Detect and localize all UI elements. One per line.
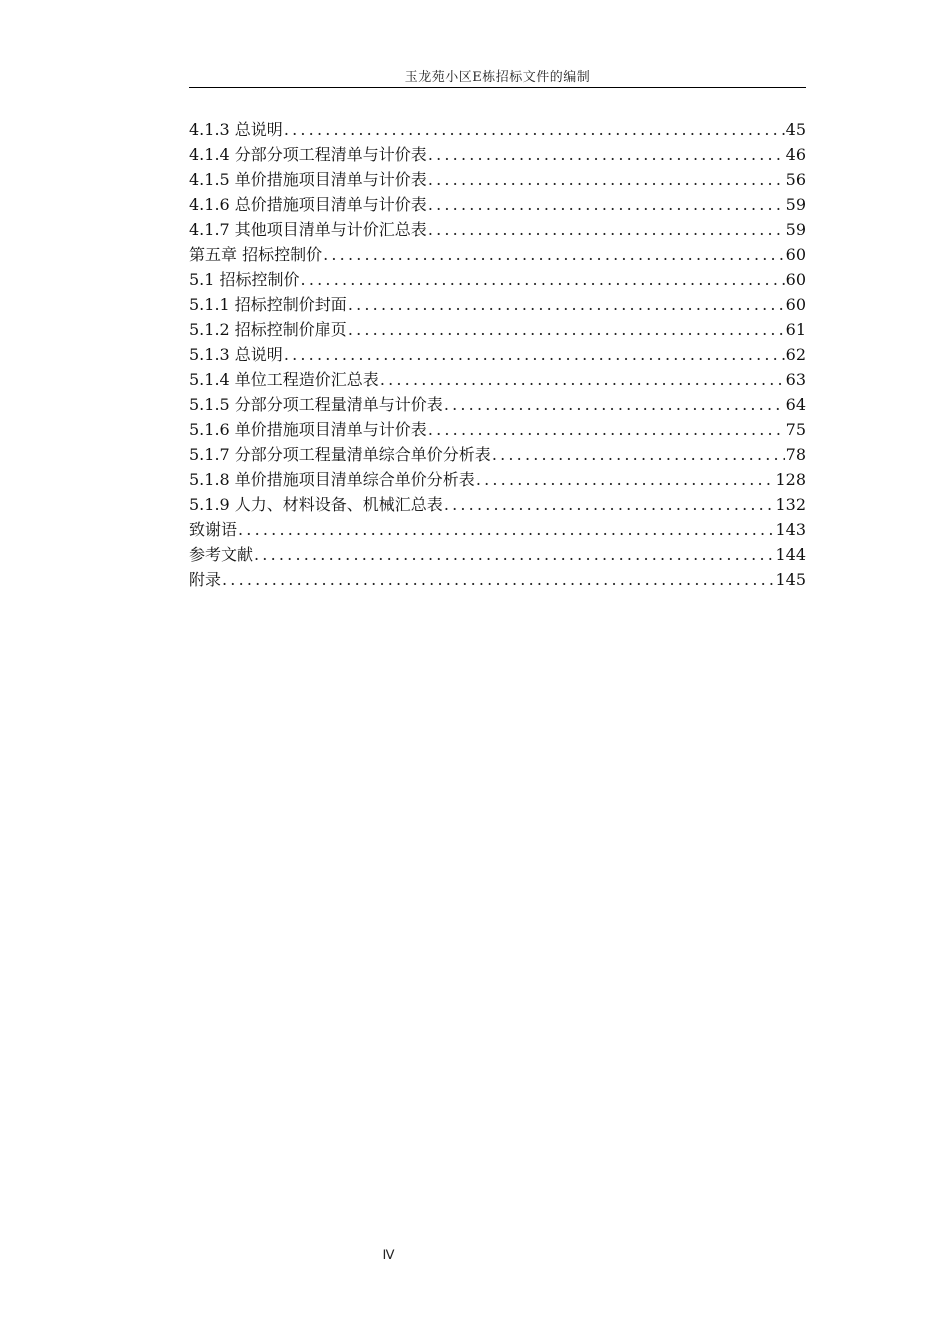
toc-entry-title: 4.1.7 其他项目清单与计价汇总表 [189, 220, 427, 239]
toc-entry-page: 60 [785, 245, 806, 264]
toc-dot-leader [444, 392, 785, 417]
toc-entry[interactable] [189, 367, 806, 392]
toc-entry-title: 5.1.7 分部分项工程量清单综合单价分析表 [189, 445, 491, 464]
toc-entry-title: 4.1.3 总说明 [189, 120, 283, 139]
toc-entry-page: 59 [785, 220, 806, 239]
toc-dot-leader [254, 542, 774, 567]
toc-entry[interactable] [189, 267, 806, 292]
toc-entry-page: 132 [775, 495, 806, 514]
toc-entry[interactable] [189, 167, 806, 192]
toc-entry-title: 5.1.5 分部分项工程量清单与计价表 [189, 395, 443, 414]
toc-entry-page: 78 [785, 445, 806, 464]
toc-dot-leader [301, 267, 785, 292]
toc-entry-title: 参考文献 [189, 545, 254, 564]
toc-dot-leader [380, 367, 785, 392]
toc-entry[interactable] [189, 142, 806, 167]
toc-entry-title: 5.1.6 单价措施项目清单与计价表 [189, 420, 427, 439]
toc-dot-leader [428, 167, 785, 192]
toc-entry-title: 5.1 招标控制价 [189, 270, 300, 289]
page-number: Ⅳ [382, 1247, 395, 1262]
toc-entry-title: 5.1.3 总说明 [189, 345, 283, 364]
toc-dot-leader [284, 342, 785, 367]
toc-entry[interactable] [189, 392, 806, 417]
toc-entry-page: 128 [775, 470, 806, 489]
toc-dot-leader [348, 317, 785, 342]
toc-entry[interactable] [189, 117, 806, 142]
toc-dot-leader [284, 117, 785, 142]
toc-entry[interactable] [189, 317, 806, 342]
toc-dot-leader [428, 417, 785, 442]
toc-entry[interactable] [189, 217, 806, 242]
toc-dot-leader [222, 567, 774, 592]
toc-entry-title: 5.1.9 人力、材料设备、机械汇总表 [189, 495, 443, 514]
toc-entry-page: 60 [785, 295, 806, 314]
toc-entry-page: 144 [775, 545, 806, 564]
toc-dot-leader [492, 442, 785, 467]
toc-entry-title: 4.1.4 分部分项工程清单与计价表 [189, 145, 427, 164]
toc-entry-page: 64 [785, 395, 806, 414]
toc-entry-title: 5.1.1 招标控制价封面 [189, 295, 347, 314]
toc-dot-leader [348, 292, 785, 317]
toc-entry-page: 145 [775, 570, 806, 589]
toc-entry-page: 63 [785, 370, 806, 389]
toc-dot-leader [428, 192, 785, 217]
toc-entry[interactable] [189, 342, 806, 367]
toc-entry[interactable] [189, 492, 806, 517]
toc-entry[interactable] [189, 417, 806, 442]
toc-entry-page: 46 [785, 145, 806, 164]
toc-entry[interactable] [189, 467, 806, 492]
toc-entry[interactable] [189, 292, 806, 317]
toc-entry-title: 第五章 招标控制价 [189, 245, 323, 264]
toc-entry[interactable] [189, 442, 806, 467]
toc-entry-title: 致谢语 [189, 520, 238, 539]
toc-entry-page: 45 [785, 120, 806, 139]
toc-entry[interactable] [189, 242, 806, 267]
toc-entry-title: 4.1.5 单价措施项目清单与计价表 [189, 170, 427, 189]
toc-dot-leader [476, 467, 775, 492]
toc-entry-page: 143 [775, 520, 806, 539]
toc-dot-leader [238, 517, 774, 542]
header-rule [189, 87, 806, 88]
running-header: 玉龙苑小区E栋招标文件的编制 [404, 70, 591, 85]
toc-entry-page: 56 [785, 170, 806, 189]
toc-entry-page: 75 [785, 420, 806, 439]
toc-entry-page: 59 [785, 195, 806, 214]
toc-dot-leader [428, 142, 785, 167]
table-of-contents [189, 117, 806, 592]
toc-dot-leader [323, 242, 785, 267]
toc-entry-title: 5.1.4 单位工程造价汇总表 [189, 370, 379, 389]
toc-dot-leader [428, 217, 785, 242]
toc-entry[interactable] [189, 192, 806, 217]
toc-dot-leader [444, 492, 775, 517]
toc-entry-page: 61 [785, 320, 806, 339]
toc-entry-title: 5.1.8 单价措施项目清单综合单价分析表 [189, 470, 475, 489]
toc-entry-title: 4.1.6 总价措施项目清单与计价表 [189, 195, 427, 214]
toc-entry[interactable] [189, 567, 806, 592]
toc-entry-title: 附录 [189, 570, 222, 589]
toc-entry[interactable] [189, 517, 806, 542]
toc-entry-title: 5.1.2 招标控制价扉页 [189, 320, 347, 339]
toc-entry-page: 60 [785, 270, 806, 289]
toc-entry-page: 62 [785, 345, 806, 364]
toc-entry[interactable] [189, 542, 806, 567]
